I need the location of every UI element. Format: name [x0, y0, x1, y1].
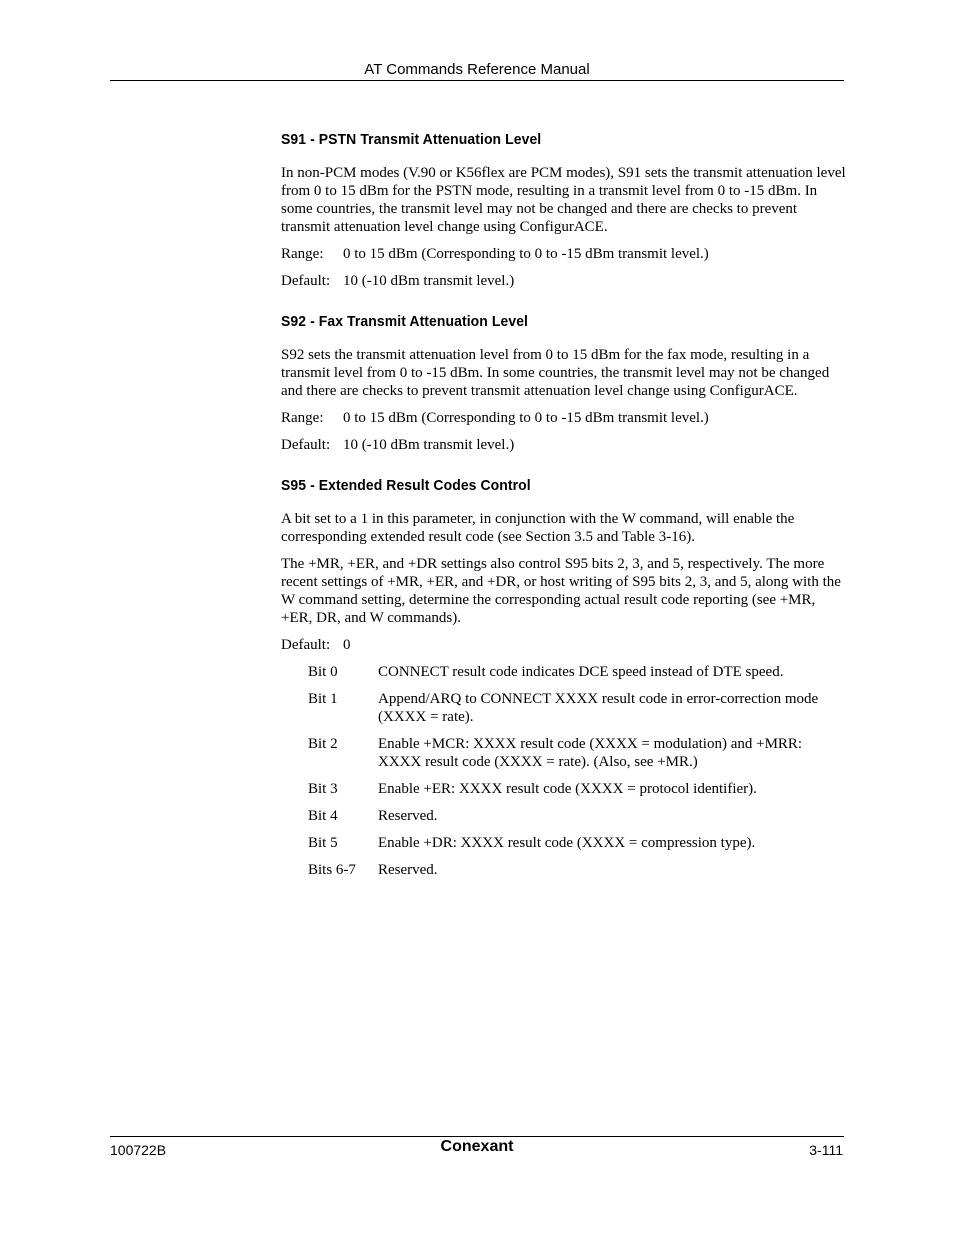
default-row	[281, 636, 846, 654]
range-value: 0 to 15 dBm (Corresponding to 0 to -15 dBm transmit level.)	[343, 410, 709, 426]
default-value: 0	[343, 637, 351, 653]
bit-description: Enable +DR: XXXX result code (XXXX = compression type).	[378, 835, 756, 851]
range-row	[281, 245, 846, 263]
bit-row	[308, 834, 846, 852]
footer-divider	[110, 1136, 844, 1137]
default-label: Default:	[281, 437, 331, 453]
footer-company-name: Conexant	[440, 1138, 514, 1155]
page-content	[281, 131, 846, 879]
section-paragraph: A bit set to a 1 in this parameter, in conjunction with the W command, will enable the corresponding extended result code (see Section 3.5 and Table 3-16).	[281, 511, 795, 545]
range-row	[281, 409, 846, 427]
bit-row	[308, 807, 846, 825]
bit-definitions	[308, 663, 846, 879]
bit-label: Bit 5	[308, 835, 338, 851]
bit-label: Bit 1	[308, 691, 338, 707]
bit-description: Reserved.	[378, 862, 438, 878]
default-value: 10 (-10 dBm transmit level.)	[343, 437, 515, 453]
bit-row	[308, 735, 846, 771]
bit-description: Enable +ER: XXXX result code (XXXX = protocol identifier).	[378, 781, 757, 797]
bit-row	[308, 861, 846, 879]
bit-description: Enable +MCR: XXXX result code (XXXX = modulation) and +MRR: XXXX result code (XXXX = rate). (Also, see +MR.)	[378, 736, 803, 770]
bit-label: Bit 3	[308, 781, 338, 797]
section-paragraph: S92 sets the transmit attenuation level from 0 to 15 dBm for the fax mode, resulting in a transmit level from 0 to -15 dBm. In some countries, the transmit level may not be changed and there are checks to prevent transmit attenuation level change using ConfigurACE.	[281, 347, 830, 399]
bit-description: Append/ARQ to CONNECT XXXX result code in error-correction mode (XXXX = rate).	[378, 691, 819, 725]
bit-label: Bit 0	[308, 664, 338, 680]
bit-row	[308, 690, 846, 726]
footer-doc-number: 100722B	[110, 1142, 167, 1158]
header-divider	[110, 80, 844, 81]
bit-description: CONNECT result code indicates DCE speed instead of DTE speed.	[378, 664, 784, 680]
page-header-title: AT Commands Reference Manual	[364, 61, 590, 78]
default-row	[281, 272, 846, 290]
footer-page-number: 3-111	[809, 1142, 843, 1158]
section-heading-s91: S91 - PSTN Transmit Attenuation Level	[281, 131, 542, 148]
default-value: 10 (-10 dBm transmit level.)	[343, 273, 515, 289]
bit-row	[308, 780, 846, 798]
default-label: Default:	[281, 637, 331, 653]
bit-label: Bit 2	[308, 736, 338, 752]
bit-label: Bit 4	[308, 808, 338, 824]
bit-label: Bits 6-7	[308, 862, 356, 878]
range-label: Range:	[281, 410, 324, 426]
default-label: Default:	[281, 273, 331, 289]
section-paragraph: The +MR, +ER, and +DR settings also control S95 bits 2, 3, and 5, respectively. The more recent settings of +MR, +ER, and +DR, or host writing of S95 bits 2, 3, and 5, along with the W command setting, determine the corresponding actual result code reporting (see +MR, +ER, DR, and W commands).	[281, 556, 841, 626]
range-value: 0 to 15 dBm (Corresponding to 0 to -15 dBm transmit level.)	[343, 246, 709, 262]
section-heading-s92: S92 - Fax Transmit Attenuation Level	[281, 313, 529, 330]
section-heading-s95: S95 - Extended Result Codes Control	[281, 477, 531, 494]
range-label: Range:	[281, 246, 324, 262]
bit-description: Reserved.	[378, 808, 438, 824]
default-row	[281, 436, 846, 454]
section-paragraph: In non-PCM modes (V.90 or K56flex are PCM modes), S91 sets the transmit attenuation level from 0 to 15 dBm for the PSTN mode, resulting in a transmit level from 0 to -15 dBm. In some countries, the transmit level may not be changed and there are checks to prevent transmit attenuation level change using ConfigurACE.	[281, 165, 846, 235]
bit-row	[308, 663, 846, 681]
